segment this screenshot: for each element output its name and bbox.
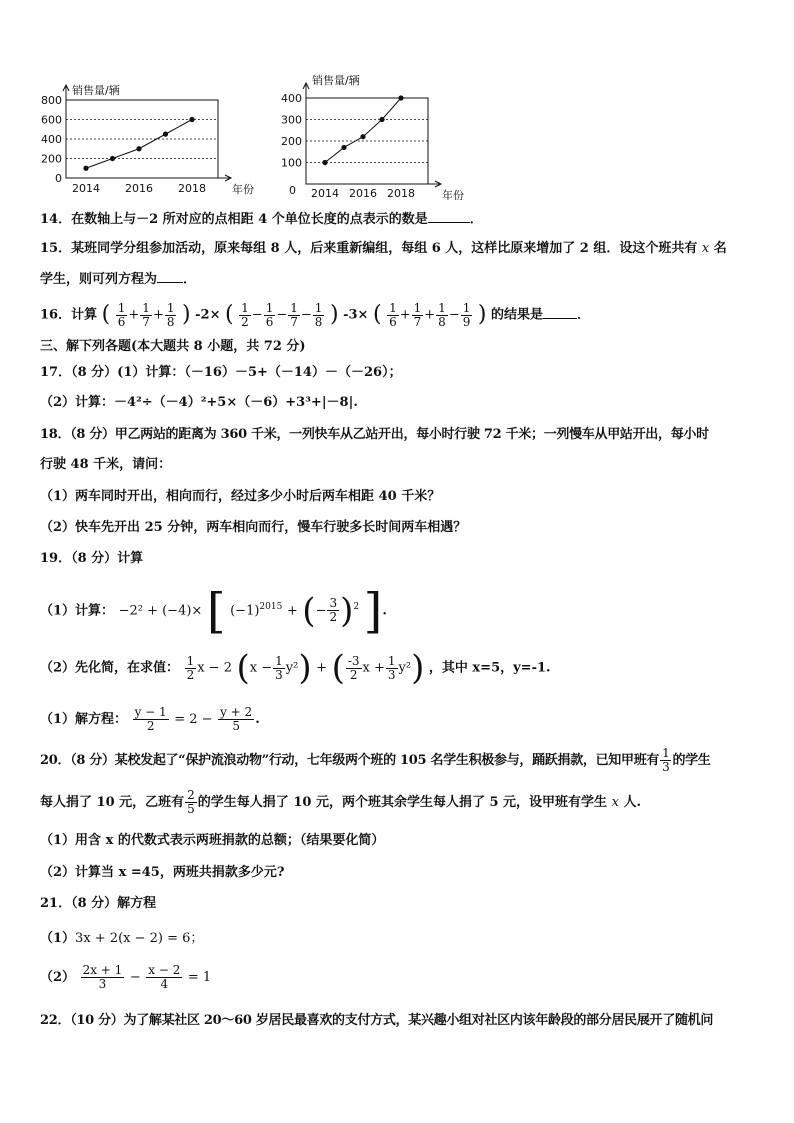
question-21-part-1: （1）3x + 2(x − 2) = 6； [40,931,204,946]
x-tick-label: 2016 [349,187,377,200]
data-point [379,117,384,122]
data-point [136,146,141,151]
y-tick-label: 200 [41,152,62,166]
question-18-line-1: 18．（8 分）甲乙两站的距离为 360 千米，一列快车从乙站开出，每小时行驶 72 千米；一列慢车从甲站开出，每小时 [40,427,709,442]
data-point [110,156,115,161]
question-19-part-3-label: （1）解方程： [40,712,128,727]
question-20-line-2: 每人捐了 10 元，乙班有 $\frac{2}{5}$ 的学生每人捐了 10 元，两个班其余学生每人捐了 5 元，设甲班有学生 x 人. [40,788,641,816]
question-16-suffix: 的结果是 [491,307,544,323]
y-tick-label: 600 [41,113,62,127]
series-line [325,98,401,163]
question-20-text: 20．（8 分）某校发起了“保护流浪动物”行动，七年级两个班的 105 名学生积极参与，踊跃捐款，已知甲班有 [40,753,660,768]
question-16: 16．计算 ( $\frac{1}{6}$ + $\frac{1}{7}$ + $\frac{1}{8}$ ) -2× ( $\frac{1}{2}$ − $\frac{1}{6}$ − $\frac{1}{7}$ − $\frac{1}{8}$ ) -3× ( $\frac{1}{6}$ + $\frac{1}{7}$ + $\frac{1}{8}$ − $\frac{1}{9}$ ) 的结果是 ． [40,300,591,329]
question-20-text-2: 每人捐了 10 元，乙班有 [40,795,185,810]
sales-chart-2 [278,70,478,200]
question-16-end: ． [577,307,591,323]
y-tick-label: 100 [281,156,302,170]
data-point [322,160,327,165]
question-16-multiplier-1: -2× [195,307,221,323]
question-22-line-1: 22．（10 分）为了解某社区 20～60 岁居民最喜欢的支付方式，某兴趣小组对社区内该年龄段的部分居民展开了随机问 [40,1013,714,1028]
question-17-part-2: （2）计算：－4²÷（－4）²+5×（－6）+3³+|－8|. [40,395,358,410]
data-point [360,134,365,139]
question-19-part-1: （1）计算： −2² + (−4)× [ $(-1)^{2015}$ + (− $\frac{3}{2}$ )$^2$ ]. [40,582,387,639]
question-20-line-1: 20．（8 分）某校发起了“保护流浪动物”行动，七年级两个班的 105 名学生积极参与，踊跃捐款，已知甲班有 $\frac{1}{3}$ 的学生 [40,746,711,774]
answer-blank[interactable] [428,210,470,223]
chart-1-svg [30,70,270,200]
y-tick-label: 0 [289,184,296,197]
question-19-part-3: （1）解方程： $\frac{y - 1}{2}$ = 2 − $\frac{y + 2}{5}$ . [40,705,260,733]
question-21-equation-1: 3x + 2(x − 2) = 6； [75,931,204,946]
data-point [83,166,88,171]
question-19-part-2-values: ，其中 x=5，y=-1. [428,660,551,676]
data-point [398,95,403,100]
question-21-heading: 21．（8 分）解方程 [40,896,157,911]
question-20-part-1: （1）用含 x 的代数式表示两班捐款的总额；（结果要化简） [40,833,385,848]
question-18-part-1: （1）两车同时开出，相向而行，经过多少小时后两车相距 40 千米？ [40,489,441,504]
question-16-label: 16．计算 [40,307,98,323]
question-19-part-1-expr: −2² + (−4)× [118,603,203,619]
y-tick-label: 300 [281,113,302,127]
question-16-multiplier-2: -3× [343,307,369,323]
question-19-heading: 19．（8 分）计算 [40,551,144,566]
question-15-text: 15．某班同学分组参加活动，原来每组 8 人，后来重新编组，每组 6 人，这样比原来增加了 2 组．设这个班共有 [40,241,698,256]
data-point [163,132,168,137]
question-18-part-2: （2）快车先开出 25 分钟，两车相向而行，慢车行驶多长时间两车相遇？ [40,520,467,535]
question-15-line-2 [40,270,196,289]
y-tick-label: 200 [281,135,302,148]
answer-blank[interactable] [543,306,577,319]
question-14-text: 14．在数轴上与－2 所对应的点相距 4 个单位长度的点表示的数是 [40,212,428,227]
x-tick-label: 2014 [311,187,339,200]
question-18-line-2: 行驶 48 千米，请问： [40,457,172,472]
answer-blank[interactable] [157,270,183,283]
x-axis-label: 年份 [442,189,464,200]
series-line [86,120,192,169]
question-15-variable: x [701,241,710,256]
question-19-part-1-label: （1）计算： [40,603,115,619]
y-axis-label: 销售量/辆 [312,74,360,87]
question-14 [40,210,483,229]
x-tick-label: 2016 [125,182,153,195]
question-15-line1-end: 名 [713,241,727,256]
y-tick-label: 400 [41,133,62,146]
x-tick-label: 2014 [72,182,100,195]
chart-2-svg [278,70,478,200]
question-14-end: ． [469,212,483,227]
sales-chart-1 [30,70,270,200]
question-15-end: ． [183,272,197,287]
x-tick-label: 2018 [178,182,206,195]
x-tick-label: 2018 [387,187,415,200]
question-21-part-2: （2） $\frac{2x + 1}{3}$ − $\frac{x - 2}{4}$ = 1 [40,963,212,991]
y-tick-label: 800 [41,94,62,107]
y-tick-label: 0 [55,172,62,185]
question-19-part-2: （2）先化简，在求值： $\frac{1}{2}$ x − 2 (x − $\frac{1}{3}$ y²) + ( $\frac{-3}{2}$ x + $\frac{1}{3}$ y²) ，其中 x=5，y=-1. [40,648,551,688]
question-15-text-2: 学生，则可列方程为 [40,272,158,287]
x-axis-label: 年份 [232,183,254,196]
data-point [189,117,194,122]
question-15-line-1 [40,240,727,258]
question-19-part-2-label: （2）先化简，在求值： [40,660,180,676]
question-20-part-2: （2）计算当 x =45，两班共捐款多少元? [40,865,285,880]
y-tick-label: 400 [281,92,302,105]
section-3-heading: 三、解下列各题(本大题共 8 小题，共 72 分) [40,339,306,354]
data-point [341,145,346,150]
y-axis-label: 销售量/辆 [72,84,120,97]
question-17-part-1: 17．（8 分）(1）计算：（－16）－5+（－14）－（－26）； [40,365,402,380]
